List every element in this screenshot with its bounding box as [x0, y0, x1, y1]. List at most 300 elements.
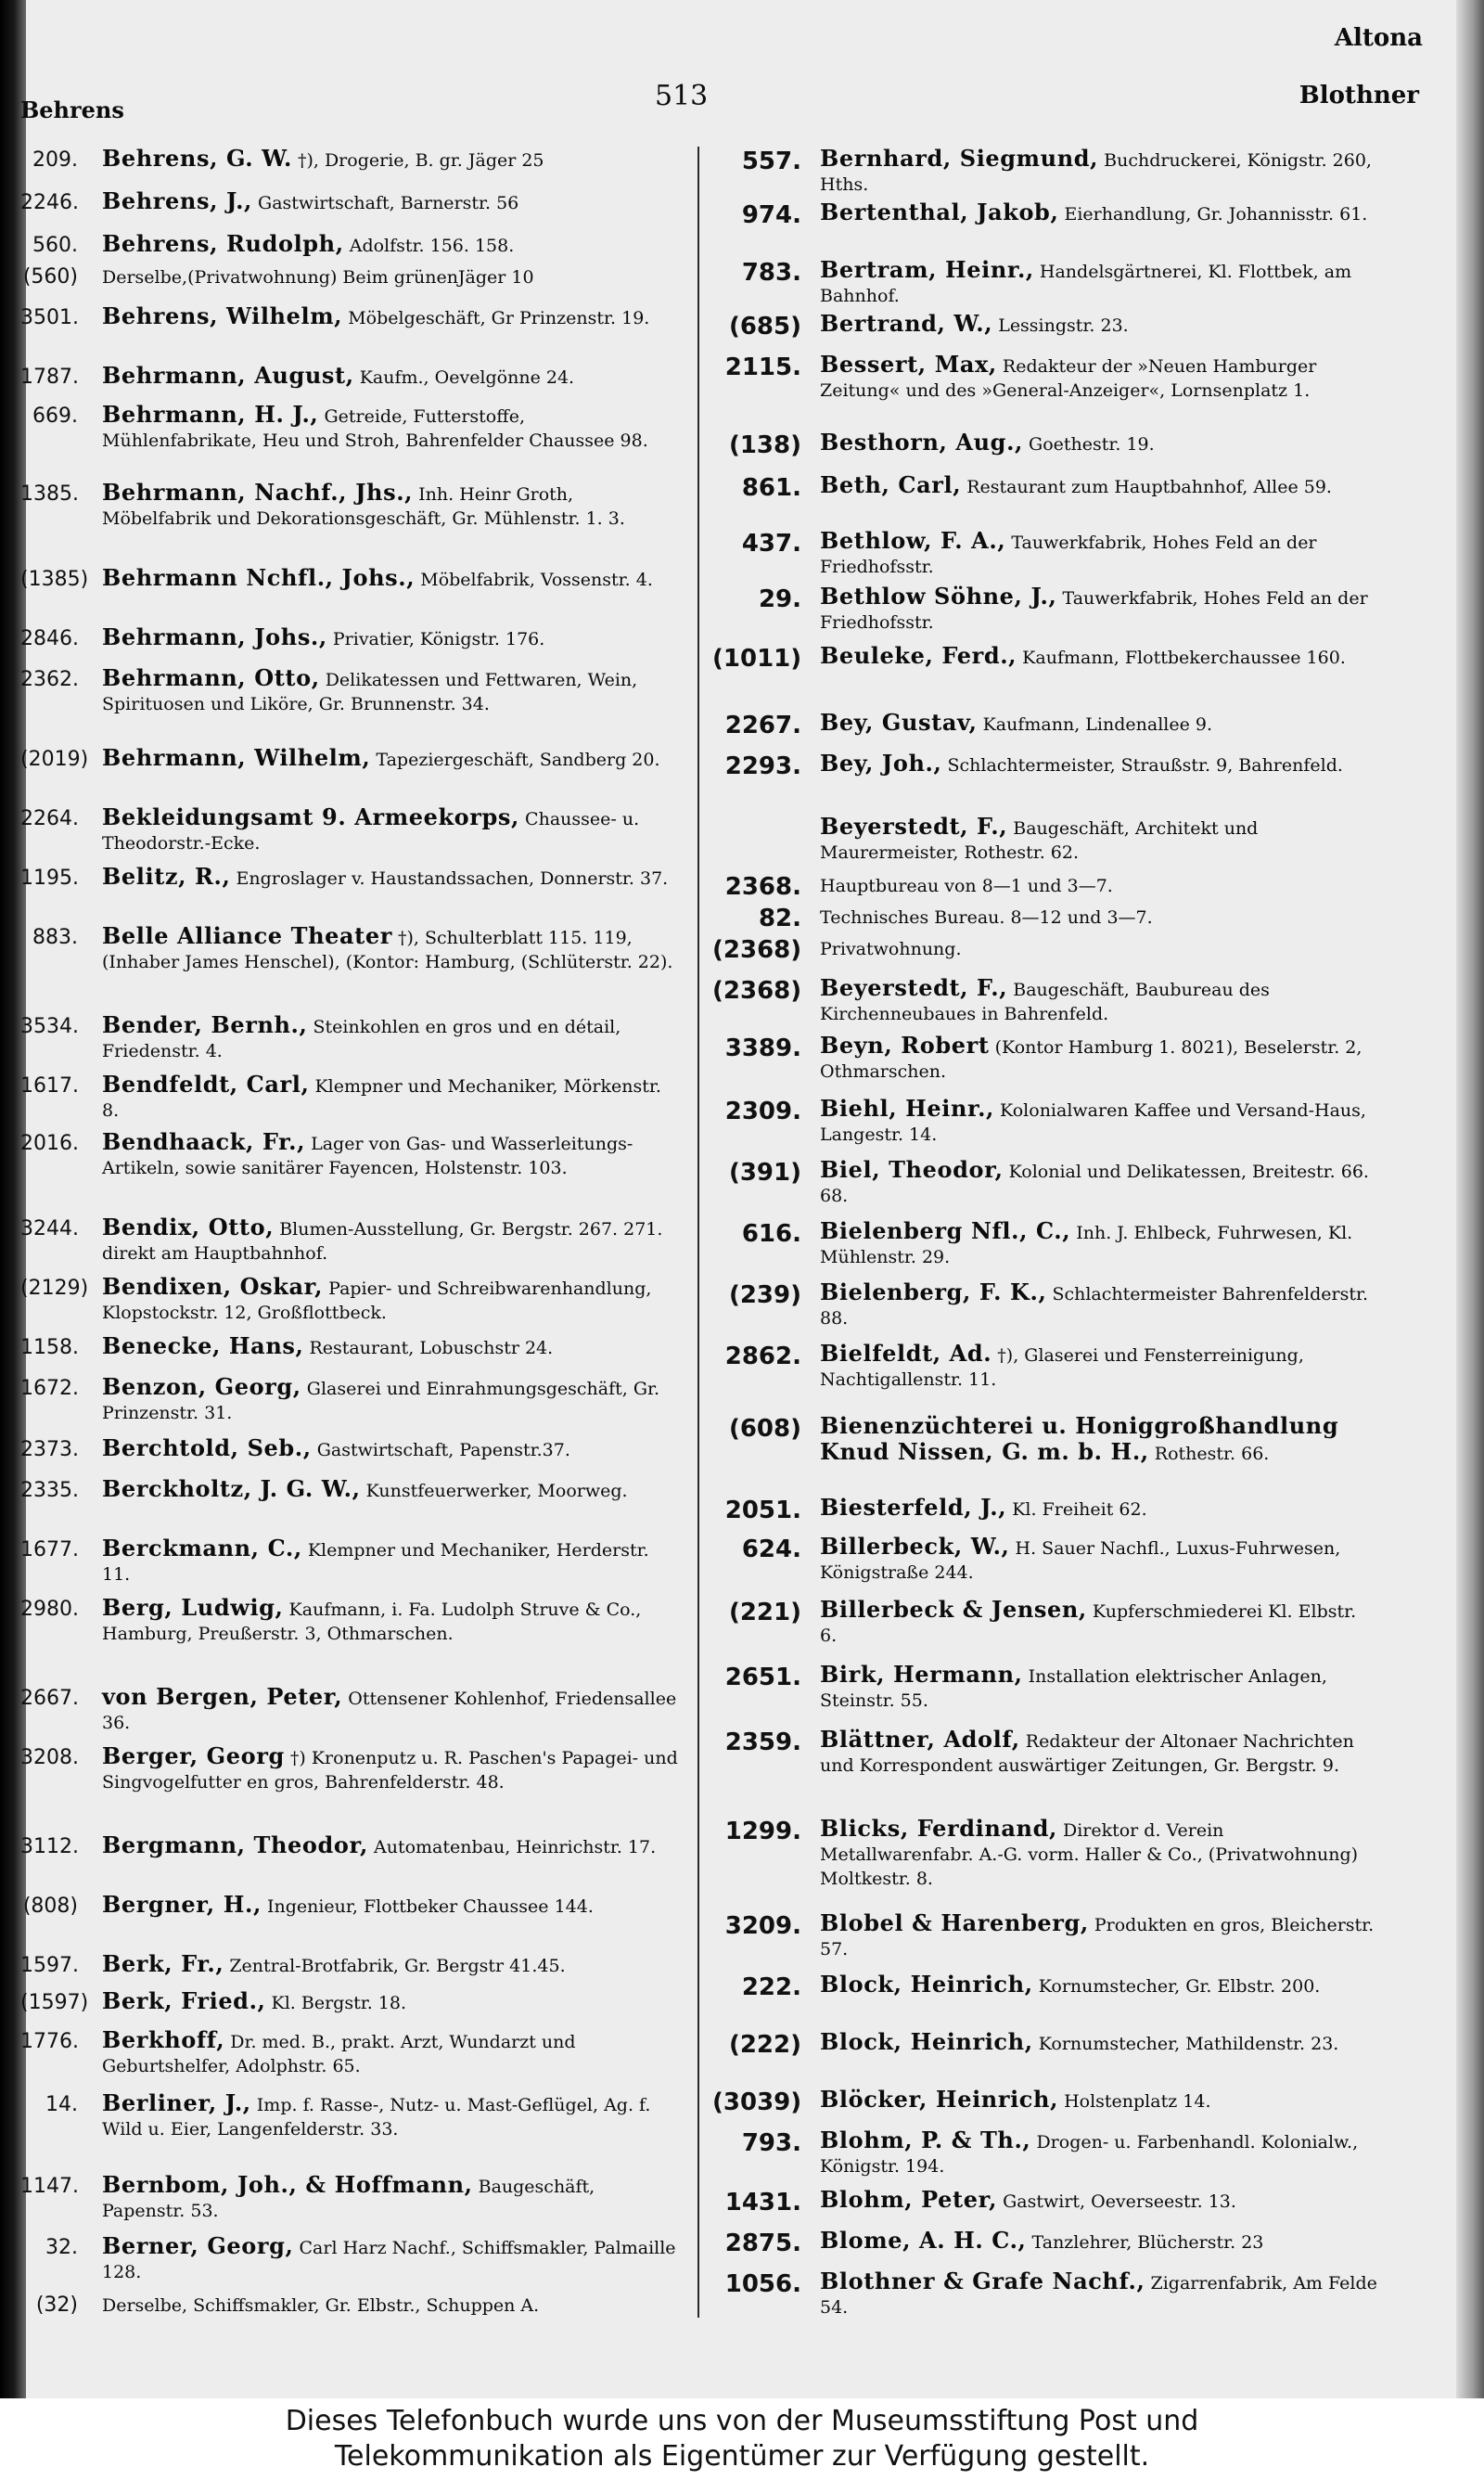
entry-name: Besthorn, Aug., [820, 429, 1023, 456]
directory-entry [20, 403, 679, 453]
phone-number: 2267. [724, 712, 801, 739]
entry-text [78, 1013, 679, 1063]
running-head-left: Behrens [20, 96, 124, 123]
directory-entry [712, 258, 1378, 308]
entry-details: Glaserei und Einrahmungsgeschäft, Gr. Prinzenstr. 31. [102, 1379, 660, 1423]
phone-number: 14. [45, 2093, 78, 2116]
entry-name: Berliner, J., [102, 2089, 251, 2116]
entry-text [78, 1073, 679, 1123]
entry-text [78, 924, 679, 974]
entry-text [801, 976, 1378, 1026]
entry-text [78, 189, 679, 215]
phone-number: (3039) [712, 2088, 802, 2116]
directory-entry [712, 1663, 1378, 1713]
directory-entry [712, 711, 1378, 739]
entry-details: Technisches Bureau. 8—12 und 3—7. [820, 907, 1153, 928]
entry-details: Kaufmann, Lindenallee 9. [977, 714, 1213, 735]
entry-name: Berchtold, Seb., [102, 1434, 312, 1461]
phone-number: 2980. [20, 1598, 79, 1621]
entry-text [78, 1477, 679, 1503]
footer-notice [0, 2398, 1484, 2480]
entry-name: Behrmann, Johs., [102, 623, 327, 650]
entry-name: Bergner, H., [102, 1891, 262, 1918]
directory-entry [20, 805, 679, 855]
entry-text [801, 353, 1378, 403]
entry-text [801, 1342, 1378, 1392]
entry-name: Birk, Hermann, [820, 1661, 1023, 1688]
entry-text [801, 312, 1378, 338]
entry-name: Bey, Joh., [820, 750, 942, 777]
phone-number: 82. [758, 905, 801, 932]
entry-text [78, 1334, 679, 1360]
directory-entry [712, 1728, 1378, 1778]
entry-details: Handelsgärtnerei, Kl. Flottbek, am Bahnhof. [820, 262, 1352, 306]
directory-entry [712, 2128, 1378, 2178]
phone-number: 1776. [20, 2030, 79, 2053]
entry-name: Blöcker, Heinrich, [820, 2086, 1059, 2113]
entry-name: Bender, Bernh., [102, 1011, 308, 1038]
entry-text [78, 2292, 679, 2318]
entry-name: Beth, Carl, [820, 471, 962, 498]
entry-details: Restaurant zum Hauptbahnhof, Allee 59. [961, 477, 1332, 497]
entry-name: Beuleke, Ferd., [820, 642, 1017, 669]
footer-line-2: Telekommunikation als Eigentümer zur Verfügung gestellt. [334, 2440, 1150, 2473]
phone-number: 1056. [724, 2270, 801, 2298]
entry-details: Gastwirt, Oeverseestr. 13. [997, 2191, 1236, 2212]
directory-entry [20, 1952, 679, 1978]
entry-text [801, 473, 1378, 499]
phone-number: 1195. [20, 867, 79, 890]
footer-line-1: Dieses Telefonbuch wurde uns von der Museumsstiftung Post und [285, 2405, 1199, 2437]
phone-number: 2016. [20, 1132, 79, 1155]
directory-entry [20, 1334, 679, 1360]
phone-number: 1385. [20, 482, 79, 506]
phone-number: 3112. [20, 1835, 79, 1858]
phone-number: 2846. [20, 627, 79, 650]
phone-number: (239) [728, 1281, 801, 1309]
entry-text [801, 1535, 1378, 1585]
entry-name: Bethlow, F. A., [820, 527, 1006, 554]
entry-details: Derselbe, Schiffsmakler, Gr. Elbstr., Schuppen A. [102, 2295, 540, 2316]
directory-entry [712, 312, 1378, 341]
directory-entry [712, 1414, 1378, 1466]
entry-name: Berg, Ludwig, [102, 1594, 284, 1621]
phone-number: 2862. [724, 1343, 801, 1370]
directory-entry [20, 1073, 679, 1123]
entry-text [78, 666, 679, 716]
entry-text [801, 1728, 1378, 1778]
directory-entry [712, 2229, 1378, 2257]
entry-text [801, 1663, 1378, 1713]
entry-details: Kolonialwaren Kaffee und Versand-Haus, Langestr. 14. [820, 1100, 1366, 1145]
entry-name: Bendix, Otto, [102, 1214, 275, 1240]
directory-entry [20, 1596, 679, 1646]
entry-name: Block, Heinrich, [820, 2028, 1033, 2055]
directory-entry [712, 1911, 1378, 1961]
phone-number [712, 815, 801, 816]
directory-entry [20, 1833, 679, 1859]
entry-details: Kaufmann, Flottbekerchaussee 160. [1017, 648, 1346, 668]
phone-number: 1158. [20, 1336, 79, 1359]
entry-name: Bertrand, W., [820, 310, 993, 337]
entry-name: Bernbom, Joh., & Hoffmann, [102, 2171, 473, 2198]
entry-name: Berger, Georg [102, 1742, 285, 1769]
entry-text [78, 1375, 679, 1425]
directory-entry [712, 529, 1378, 579]
running-head-right: Blothner [1298, 82, 1419, 109]
phone-number: 2651. [724, 1664, 801, 1691]
entry-text [801, 430, 1378, 456]
entry-text [78, 147, 679, 173]
entry-name: Bertenthal, Jakob, [820, 199, 1059, 225]
phone-number: (2368) [712, 977, 802, 1005]
entry-name: Berkhoff, [102, 2026, 225, 2053]
entry-details: Privatier, Königstr. 176. [326, 629, 545, 649]
entry-name: Bendfeldt, Carl, [102, 1071, 310, 1098]
phone-number: (2129) [20, 1277, 89, 1300]
directory-entry [20, 865, 679, 891]
entry-details: Kaufm., Oevelgönne 24. [353, 367, 575, 388]
phone-number: (138) [728, 431, 801, 459]
entry-text [78, 481, 679, 531]
phone-number: 2368. [724, 873, 801, 901]
entry-text [801, 1598, 1378, 1648]
left-column [20, 147, 679, 2318]
entry-name: Blobel & Harenberg, [820, 1909, 1089, 1936]
directory-entry [20, 625, 679, 651]
entry-details: Direktor d. Verein Metallwarenfabr. A.-G. vorm. Haller & Co., (Privatwohnung) Moltkestr. 8. [820, 1820, 1359, 1889]
entry-text [801, 2088, 1378, 2114]
phone-number: 1787. [20, 366, 79, 389]
directory-entry [712, 872, 1378, 901]
entry-details: Derselbe,(Privatwohnung) Beim grünenJäger 10 [102, 267, 534, 288]
phone-number: (685) [728, 313, 801, 341]
entry-text [78, 865, 679, 891]
entry-details: Redakteur der Altonaer Nachrichten und Korrespondent auswärtiger Zeitungen, Gr. Bergstr. 9. [820, 1731, 1354, 1776]
entry-name: Behrmann Nchfl., Johs., [102, 564, 416, 591]
directory-entry [20, 1536, 679, 1587]
entry-details: Kornumstecher, Gr. Elbstr. 200. [1032, 1976, 1321, 1997]
entry-details: Kaufmann, i. Fa. Ludolph Struve & Co., Hamburg, Preußerstr. 3, Othmarschen. [102, 1600, 642, 1644]
entry-text [801, 904, 1378, 930]
entry-text [78, 304, 679, 330]
entry-name: Bendhaack, Fr., [102, 1128, 306, 1155]
entry-text [78, 364, 679, 390]
entry-name: Biel, Theodor, [820, 1156, 1004, 1183]
entry-details: Baugeschäft, Architekt und Maurermeister, Rothestr. 62. [820, 818, 1259, 863]
entry-name: Blohm, Peter, [820, 2186, 998, 2213]
directory-entry [20, 189, 679, 215]
entry-details: Zentral-Brotfabrik, Gr. Bergstr 41.45. [224, 1956, 566, 1976]
entry-details: Redakteur der »Neuen Hamburger Zeitung« und des »General-Anzeiger«, Lornsenplatz 1. [820, 356, 1317, 401]
phone-number: 209. [32, 148, 78, 172]
entry-name: Blicks, Ferdinand, [820, 1815, 1057, 1842]
directory-entry [20, 566, 679, 592]
entry-text [78, 1596, 679, 1646]
directory-entry [20, 1477, 679, 1503]
phone-number: 437. [741, 530, 801, 558]
entry-text [801, 1034, 1378, 1084]
entry-text [801, 935, 1378, 961]
phone-number: 2293. [724, 752, 801, 780]
phone-number: 2264. [20, 807, 79, 830]
entry-name: Behrmann, H. J., [102, 401, 319, 428]
entry-details: Lager von Gas- und Wasserleitungs-Artikeln, sowie sanitärer Fayencen, Holstenstr. 103. [102, 1134, 633, 1178]
entry-details: Drogen- u. Farbenhandl. Kolonialw., Königstr. 194. [820, 2132, 1359, 2177]
directory-entry [20, 1744, 679, 1794]
directory-entry [20, 1989, 679, 2015]
entry-details: Möbelfabrik, Vossenstr. 4. [415, 570, 653, 590]
entry-text [801, 1280, 1378, 1330]
entry-details: H. Sauer Nachfl., Luxus-Fuhrwesen, Königstraße 244. [820, 1538, 1341, 1583]
phone-number: 2373. [20, 1438, 79, 1461]
directory-entry [20, 263, 679, 289]
directory-entry [712, 2188, 1378, 2217]
phone-number: 29. [758, 585, 801, 613]
entry-details: Holstenplatz 14. [1058, 2091, 1211, 2112]
entry-name: Blome, A. H. C., [820, 2227, 1027, 2254]
entry-text [801, 147, 1378, 197]
entry-text [801, 711, 1378, 737]
entry-text [801, 1414, 1378, 1466]
directory-entry [712, 430, 1378, 459]
phone-number: 3534. [20, 1015, 79, 1038]
entry-name: Beyn, Robert [820, 1032, 990, 1059]
entry-details: Hauptbureau von 8—1 und 3—7. [820, 876, 1113, 896]
entry-text [801, 2188, 1378, 2214]
entry-details: Tapeziergeschäft, Sandberg 20. [370, 750, 660, 770]
entry-details: Möbelgeschäft, Gr Prinzenstr. 19. [342, 308, 650, 328]
phone-number: 557. [741, 148, 801, 175]
entry-text [801, 815, 1378, 865]
entry-details: Papier- und Schreibwarenhandlung, Klopstockstr. 12, Großflottbeck. [102, 1279, 652, 1323]
entry-name: Beyerstedt, F., [820, 813, 1008, 840]
entry-details: Kunstfeuerwerker, Moorweg. [360, 1481, 628, 1501]
directory-entry [20, 2234, 679, 2284]
entry-name: Behrens, J., [102, 187, 252, 214]
entry-text [801, 1158, 1378, 1208]
entry-name: Bessert, Max, [820, 351, 997, 378]
directory-entry [712, 976, 1378, 1026]
phone-number: (1385) [20, 568, 89, 591]
phone-number: 1597. [20, 1954, 79, 1977]
phone-number: 1147. [20, 2175, 79, 2198]
directory-entry [712, 1097, 1378, 1147]
entry-name: Behrmann, Otto, [102, 664, 320, 691]
phone-number: 1431. [724, 2189, 801, 2217]
entry-details: Engroslager v. Haustandssachen, Donnerstr. 37. [230, 868, 669, 889]
entry-name: Bielfeldt, Ad. [820, 1340, 992, 1367]
entry-text [801, 2030, 1378, 2056]
entry-text [78, 1989, 679, 2015]
directory-entry [712, 1342, 1378, 1392]
phone-number: 1677. [20, 1538, 79, 1561]
directory-entry [712, 1972, 1378, 2001]
phone-number: (1011) [712, 645, 802, 673]
entry-details: Kornumstecher, Mathildenstr. 23. [1032, 2034, 1339, 2054]
phone-number: 560. [32, 234, 78, 257]
phone-number: 2359. [724, 1728, 801, 1756]
entry-details: Baugeschäft, Baubureau des Kirchenneubaues in Bahrenfeld. [820, 980, 1270, 1024]
entry-details: Carl Harz Nachf., Schiffsmakler, Palmaille 128. [102, 2238, 676, 2282]
entry-name: Berckholtz, J. G. W., [102, 1475, 361, 1502]
directory-entry [712, 1219, 1378, 1269]
directory-entry [712, 2269, 1378, 2319]
entry-details: Restaurant, Lobuschstr 24. [303, 1338, 554, 1358]
phone-number: (32) [35, 2294, 78, 2317]
entry-details: Ingenieur, Flottbeker Chaussee 144. [261, 1896, 594, 1917]
phone-number: 2362. [20, 668, 79, 691]
phone-number: 624. [741, 1536, 801, 1563]
phone-number: 222. [741, 1973, 801, 2001]
entry-text [78, 2234, 679, 2284]
phone-number: 3209. [724, 1912, 801, 1940]
entry-text [78, 1275, 679, 1325]
directory-entry [712, 1535, 1378, 1585]
entry-text [78, 263, 679, 289]
entry-name: Berckmann, C., [102, 1535, 302, 1561]
entry-text [801, 1972, 1378, 1998]
directory-entry [712, 644, 1378, 673]
entry-details: Schlachtermeister Bahrenfelderstr. 88. [820, 1284, 1369, 1329]
directory-entry [20, 1013, 679, 1063]
phone-number: 3244. [20, 1217, 79, 1240]
entry-details: Inh. Heinr Groth, Möbelfabrik und Dekorationsgeschäft, Gr. Mühlenstr. 1. 3. [102, 484, 625, 529]
entry-text [801, 2229, 1378, 2255]
entry-text [78, 1685, 679, 1735]
entry-details: Getreide, Futterstoffe, Mühlenfabrikate, Heu und Stroh, Bahrenfelder Chaussee 98. [102, 406, 648, 451]
entry-name: Bergmann, Theodor, [102, 1831, 368, 1858]
phone-number: 783. [741, 259, 801, 287]
entry-text [78, 1744, 679, 1794]
directory-entry [712, 1496, 1378, 1524]
phone-number: (1597) [20, 1991, 89, 2014]
entry-name: Bernhard, Siegmund, [820, 145, 1099, 172]
directory-entry [20, 304, 679, 330]
entry-name: Bielenberg Nfl., C., [820, 1217, 1071, 1244]
directory-entry [712, 147, 1378, 197]
entry-text [78, 746, 679, 772]
entry-text [801, 644, 1378, 670]
entry-text [78, 2173, 679, 2223]
entry-details: Inh. J. Ehlbeck, Fuhrwesen, Kl. Mühlenstr. 29. [820, 1223, 1353, 1267]
entry-name: Belitz, R., [102, 863, 231, 890]
entry-details: Adolfstr. 156. 158. [343, 236, 515, 256]
directory-entry [712, 2030, 1378, 2059]
entry-text [801, 1219, 1378, 1269]
directory-entry [20, 1685, 679, 1735]
directory-entry [712, 1280, 1378, 1330]
phone-number: 1617. [20, 1074, 79, 1098]
phone-number: 2667. [20, 1687, 79, 1710]
entry-name: Behrens, Rudolph, [102, 230, 344, 257]
phone-number: (2368) [712, 936, 802, 964]
entry-name: Block, Heinrich, [820, 1971, 1033, 1998]
directory-entry [712, 353, 1378, 403]
entry-name: Beyerstedt, F., [820, 974, 1008, 1001]
phone-number: 861. [741, 474, 801, 502]
entry-name: Berk, Fr., [102, 1950, 224, 1977]
directory-entry [712, 1158, 1378, 1208]
entry-details: †), Schulterblatt 115. 119, (Inhaber James Henschel), (Kontor: Hamburg, (Schlüterstr. 22). [102, 928, 673, 972]
directory-entry [20, 2292, 679, 2318]
entry-name: Benzon, Georg, [102, 1373, 301, 1400]
entry-details: Kupferschmiederei Kl. Elbstr. 6. [820, 1601, 1357, 1646]
directory-entry [20, 1375, 679, 1425]
entry-name: Bey, Gustav, [820, 709, 978, 736]
directory-entry [20, 1436, 679, 1462]
entry-details: Kolonial und Delikatessen, Breitestr. 66. 68. [820, 1162, 1369, 1206]
entry-name: Blohm, P. & Th., [820, 2127, 1031, 2153]
entry-details: Kl. Freiheit 62. [1006, 1499, 1147, 1520]
directory-entry [712, 200, 1378, 229]
entry-details: (Kontor Hamburg 1. 8021), Beselerstr. 2, Othmarschen. [820, 1037, 1362, 1082]
entry-details: Blumen-Ausstellung, Gr. Bergstr. 267. 271. direkt am Hauptbahnhof. [102, 1219, 663, 1264]
entry-details: Steinkohlen en gros und en détail, Friedenstr. 4. [102, 1017, 621, 1061]
phone-number: (608) [728, 1415, 801, 1443]
entry-details: Eierhandlung, Gr. Johannisstr. 61. [1058, 204, 1368, 225]
phone-number: 2309. [724, 1098, 801, 1125]
page-number: 513 [655, 80, 709, 112]
phone-number: (391) [728, 1159, 801, 1187]
directory-entry [20, 481, 679, 531]
entry-details: Buchdruckerei, Königstr. 260, Hths. [820, 150, 1372, 195]
entry-details: Gastwirtschaft, Barnerstr. 56 [252, 193, 519, 213]
entry-name: Belle Alliance Theater [102, 922, 392, 949]
phone-number: 793. [741, 2129, 801, 2157]
entry-details: Tauwerkfabrik, Hohes Feld an der Friedhofsstr. [820, 588, 1368, 633]
entry-text [78, 805, 679, 855]
entry-details: Goethestr. 19. [1022, 434, 1155, 455]
entry-text [801, 752, 1378, 777]
entry-text [801, 2128, 1378, 2178]
city-heading: Altona [1334, 24, 1423, 52]
directory-entry [20, 147, 679, 173]
entry-name: Blättner, Adolf, [820, 1726, 1020, 1753]
entry-name: Bienenzüchterei u. Honiggroßhandlung Knud Nissen, G. m. b. H., [820, 1412, 1339, 1465]
entry-details: †) Kronenputz u. R. Paschen's Papagei- und Singvogelfutter en gros, Bahrenfelderstr. 48. [102, 1748, 678, 1793]
directory-entry [712, 904, 1378, 932]
entry-name: Behrmann, Wilhelm, [102, 744, 371, 771]
entry-details: Schlachtermeister, Straußstr. 9, Bahrenfeld. [941, 755, 1343, 776]
entry-details: Delikatessen und Fettwaren, Wein, Spirituosen und Liköre, Gr. Brunnenstr. 34. [102, 670, 638, 714]
entry-details: Chaussee- u. Theodorstr.-Ecke. [102, 809, 640, 854]
directory-entry [712, 752, 1378, 780]
entry-name: Bendixen, Oskar, [102, 1273, 324, 1300]
phone-number: (221) [728, 1599, 801, 1626]
entry-text [78, 232, 679, 258]
entry-details: Imp. f. Rasse-, Nutz- u. Mast-Geflügel, Ag. f. Wild u. Eier, Langenfelderstr. 33. [102, 2095, 651, 2139]
entry-text [78, 1215, 679, 1266]
entry-name: Billerbeck, W., [820, 1533, 1010, 1560]
entry-details: Tanzlehrer, Blücherstr. 23 [1026, 2232, 1264, 2253]
phone-number: 1299. [724, 1818, 801, 1845]
phone-number: 32. [45, 2236, 78, 2259]
directory-entry [20, 2173, 679, 2223]
entry-name: Behrens, Wilhelm, [102, 302, 343, 329]
entry-text [78, 403, 679, 453]
entry-details: †), Drogerie, B. gr. Jäger 25 [291, 150, 544, 171]
phone-number: 3501. [20, 306, 79, 329]
entry-name: Benecke, Hans, [102, 1332, 304, 1359]
phone-number: 2115. [724, 353, 801, 381]
entry-text [801, 585, 1378, 635]
entry-text [78, 566, 679, 592]
directory-entry [20, 746, 679, 772]
entry-name: Biesterfeld, J., [820, 1494, 1007, 1521]
entry-name: Behrmann, August, [102, 362, 354, 389]
entry-name: Blothner & Grafe Nachf., [820, 2268, 1145, 2294]
